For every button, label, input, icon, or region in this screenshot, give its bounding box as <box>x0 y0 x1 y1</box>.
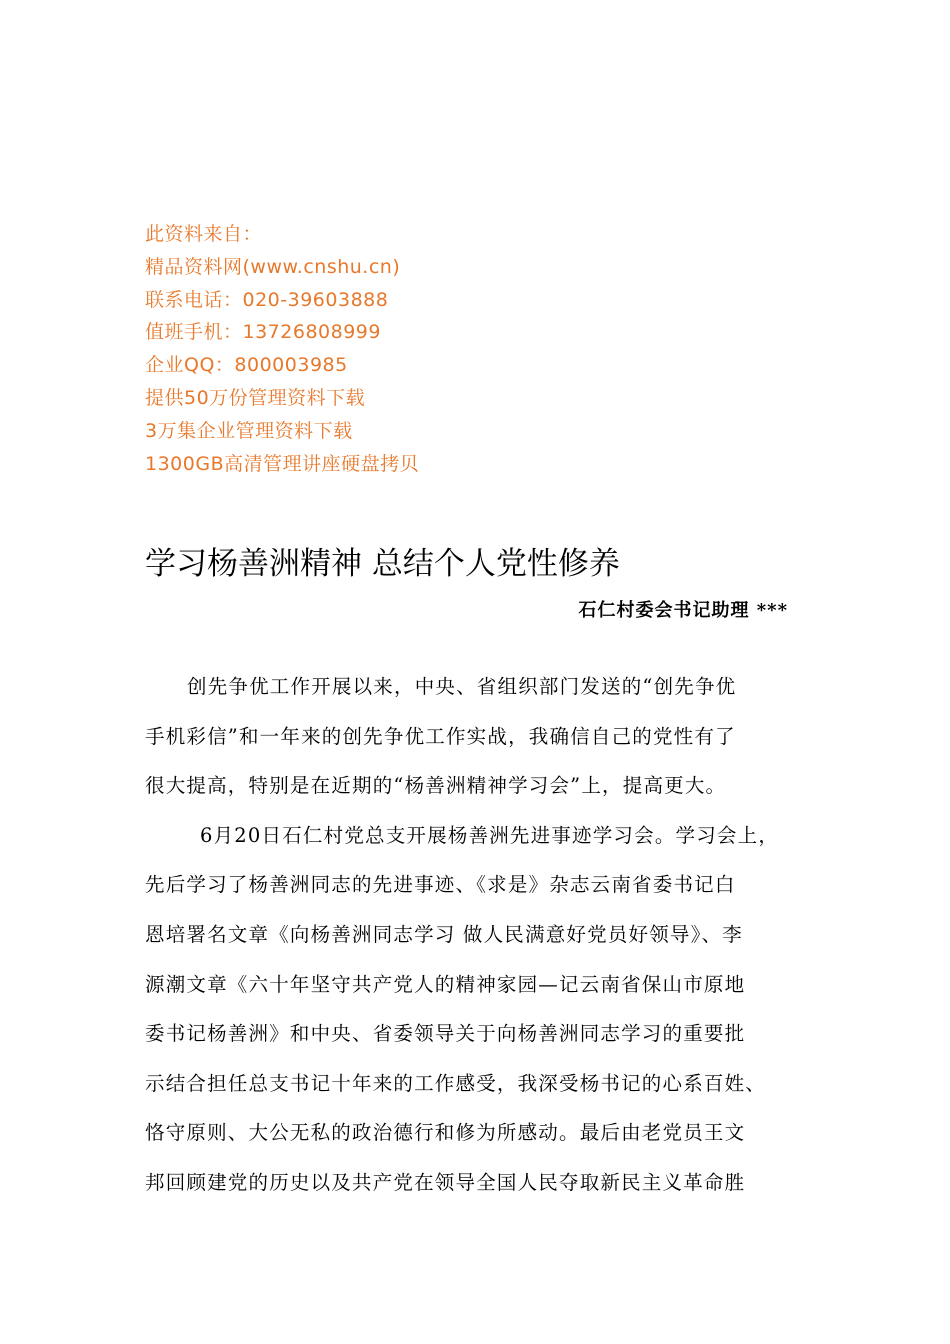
source-phone-line: 联系电话：020-39603888 <box>145 288 389 311</box>
body-line: 恪守原则、大公无私的政治德行和修为所感动。最后由老党员王文 <box>145 1121 746 1145</box>
source-line: 此资料来自： <box>145 223 263 245</box>
source-offer-line: 1300GB高清管理讲座硬盘拷贝 <box>145 452 420 475</box>
body-line: 示结合担任总支书记十年来的工作感受，我深受杨书记的心系百姓、 <box>145 1071 767 1095</box>
source-info-block <box>145 218 745 480</box>
source-offer-line: 提供50万份管理资料下载 <box>145 386 366 409</box>
source-offer-line: 3万集企业管理资料下载 <box>145 419 353 442</box>
body-line: 源潮文章《六十年坚守共产党人的精神家园—记云南省保山市原地 <box>145 972 746 996</box>
body-line: 邦回顾建党的历史以及共产党在领导全国人民夺取新民主义革命胜 <box>145 1170 746 1194</box>
body-line: 恩培署名文章《向杨善洲同志学习 做人民满意好党员好领导》、李 <box>145 922 743 946</box>
body-line: 委书记杨善洲》和中央、省委领导关于向杨善洲同志学习的重要批 <box>145 1022 746 1046</box>
body-line: 创先争优工作开展以来，中央、省组织部门发送的“创先争优 <box>187 675 737 698</box>
body-line: 很大提高，特别是在近期的“杨善洲精神学习会”上，提高更大。 <box>145 774 727 798</box>
source-qq-line: 企业QQ：800003985 <box>145 354 348 377</box>
article-title: 学习杨善洲精神 总结个人党性修养 <box>145 546 620 582</box>
body-line: 先后学习了杨善洲同志的先进事迹、《求是》杂志云南省委书记白 <box>145 873 736 897</box>
body-line: 手机彩信”和一年来的创先争优工作实战，我确信自己的党性有了 <box>145 724 736 748</box>
source-mobile-line: 值班手机：13726808999 <box>145 321 381 344</box>
article-author: 石仁村委会书记助理 *** <box>578 600 788 621</box>
article-body <box>145 662 805 1208</box>
source-website-line: 精品资料网(www.cnshu.cn) <box>145 255 401 278</box>
body-line: 6月20日石仁村党总支开展杨善洲先进事迹学习会。学习会上， <box>200 823 780 847</box>
